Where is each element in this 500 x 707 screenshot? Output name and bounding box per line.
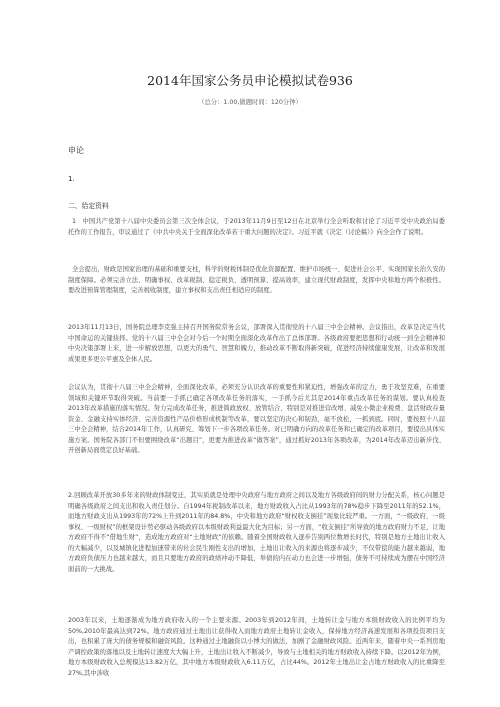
materials-heading: 二、给定资料 [68, 202, 109, 210]
paragraph-6: 2003年以来，土地逐渐成为地方政府收入的一个主要来源。2003年到2012年间，土地转让金与地方本级财政收入的比例平均为50%,2010年最高达到72%。地方政府通过土地出让获得收入而地方政府土地转让金收入，保持地方经济高速发展和各项投资项目支出，也积累了庞大的债务规模和融资风险。这种通过土地融资以小博大的做法，加剧了金融财政风险。近两年来，随着中央一系列房地产调控政策的落地以及土地转让速度大大幅上升，土地出让收入不断减少，导致与土地相关的地方财政收入持续下降。以2012年为例，地方本级财政收入总规模达13.82万亿，其中地方本级财政收入6.11万亿，占比44%。2012年土地出让金占地方财政收入的比重降至27%,其中涉收 [68, 617, 445, 677]
paragraph-1: 1 中国共产党第十八届中央委员会第三次全体会议，于2013年11月9日至12日在北京举行全会听取和讨论了习近平受中央政治局委托作的工作报告，审议通过了《中共中央关于全面深化改革若干重大问题的决定》。习近平就《决定（讨论稿）》向全会作了说明。 [68, 218, 445, 236]
paragraph-4: 会议认为，贯彻十八届三中全会精神，全面深化改革，必须充分认识改革的重要性和紧迫性，增强改革的定力，勇于攻坚克难，在重要领域和关键环节取得突破。当前要一手抓已确定各项改革任务的落实，一手抓今后尤其是2014年重点改革任务的谋划。要认真检查2013年改革措施的落实情况。努力完成改革任务，推进简政放权、放管结合，特别是对推进营改增、减免小微企业税费、盘活财政存量资金、金融支持实体经济、完善资源性产品价格形成机制等改革，要以坚定的决心和韧劲，毫不放松、一抓到底。同时，要按照十八届三中全会精神，结合2014年工作，认真研究、筹划下一步各项改革任务。对已明确方向的改革任务和已确定的改革项目，要提出具体实施方案。国务院各部门不但要围绕改革“出题目”，更要为推进改革“做答案”，通过抓好2013年各项改革，为2014年改革迈出新步伐、开创新局面奠定良好基础。 [68, 384, 445, 454]
document-title: 2014年国家公务员申论模拟试卷936 [147, 73, 353, 88]
paragraph-2: 全会提出，财政是国家治理的基础和重要支柱，科学的财税体制是优化资源配置、维护市场统一、促进社会公平、实现国家长治久安的制度保障。必须完善立法、明确事权、改革税制、稳定税负、透明预算、提高效率，建立现代财政制度，发挥中央和地方两个积极性。要改进预算管理制度，完善税收制度，建立事权和支出责任相适应的制度。 [68, 266, 445, 294]
paragraph-3: 2013年11月13日，国务院总理李克强主持召开国务院常务会议，部署深入贯彻党的十八届三中全会精神。会议指出，改革是决定当代中国命运的关键抉择。党的十八届三中全会对今后一个时期全面深化改革作出了总体部署。各级政府要把思想和行动统一到全会精神和中央决策部署上来，进一步解放思想，以更大的勇气、智慧和魄力，推动改革不断取得新突破，促进经济持续健康发展，让改革和发展成果更多更公平惠及全体人民。 [68, 324, 445, 363]
question-number: 1. [68, 175, 75, 183]
section-heading: 申论 [68, 146, 84, 155]
exam-info: （总分：1.00,做题时间：120分钟） [198, 99, 302, 106]
paragraph-5: 2.回顾改革开放30多年来的财政体制变迁，其实质就是处理中央政府与地方政府之间以及地方各级政府间的财力分配关系，核心问题是明确各级政府之间支出和收入责任划分。自1994年税制改革以来，地方财政收入占比从1993年的78%稳步下降至2011年的52.1%，而地方财政支出从1993年的72%上升到2011年的84.8%，中央和地方政府“财权收支倒挂”现象比较严重。一方面，“一级政府、一级事权、一级财权”的框架设计势必驱动各级政府以本级财政利益最大化为目标；另一方面，“收支倒挂”所导致的地方政府财力不足，让地方政府不得不“借地生财”，造成地方政府对“土地财政”的依赖。随着全国财政收入逐步告别两位数增长时代，特别是地方土地出让收入的大幅减少，以及城镇化进程加速带来的社会民生刚性支出的增加，土地出让收入的来源也将逐步减少，不仅带偿的能力越来越弱，地方政府负债压力也越来越大，而且只要地方政府的政绩冲动不降低，举债的内在动力也会进一步增强，债务不可持续成为摆在中国经济面前的一大挑战。 [68, 492, 445, 573]
